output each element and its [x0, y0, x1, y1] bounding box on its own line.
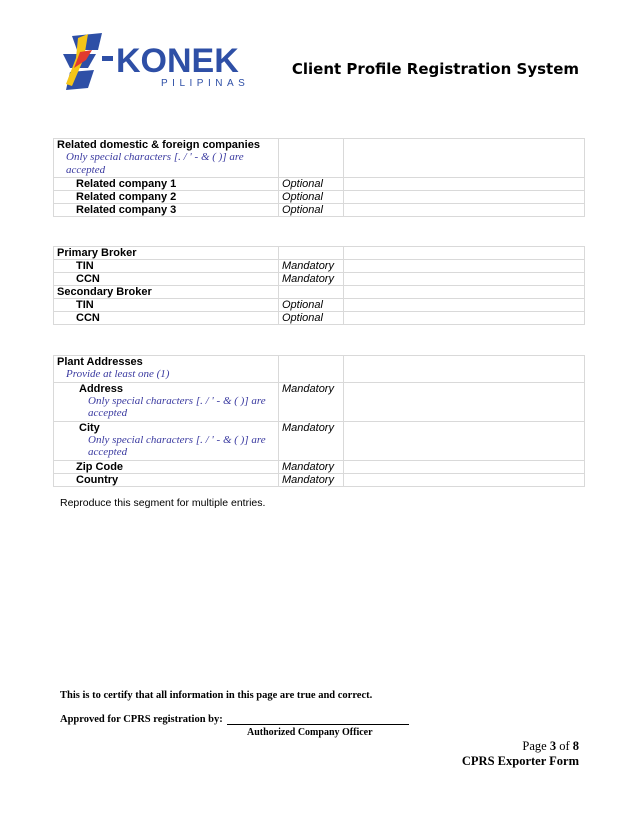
field-label: Related company 3	[54, 204, 279, 217]
field-label: CCN	[54, 312, 279, 325]
entry-cell[interactable]	[344, 299, 585, 312]
table-row	[54, 273, 585, 286]
primary-broker-heading: Primary Broker	[54, 247, 279, 260]
page-current: 3	[549, 739, 557, 753]
special-characters-note: Only special characters [. / ' - & ( )] are accepted	[88, 433, 266, 458]
brokers-table	[53, 246, 585, 325]
page-of: of	[559, 739, 570, 753]
document-title: Client Profile Registration System	[291, 60, 579, 78]
table-row	[54, 460, 585, 473]
entry-cell[interactable]	[344, 273, 585, 286]
requirement-label: Mandatory	[279, 421, 344, 460]
konek-pilipinas-logo	[58, 28, 273, 94]
table-row	[54, 382, 585, 421]
requirement-label: Optional	[279, 178, 344, 191]
entry-cell[interactable]	[344, 191, 585, 204]
field-label: TIN	[54, 299, 279, 312]
logo-wordmark: KONEK	[116, 42, 239, 80]
section-heading: Related domestic & foreign companies	[57, 139, 260, 151]
table-row	[54, 356, 585, 383]
provide-at-least-note: Provide at least one (1)	[66, 368, 170, 380]
table-row	[54, 312, 585, 325]
signature-line[interactable]	[227, 724, 409, 725]
special-characters-note: Only special characters [. / ' - & ( )] are accepted	[66, 151, 244, 176]
entry-cell[interactable]	[344, 312, 585, 325]
field-label: TIN	[54, 260, 279, 273]
table-row	[54, 139, 585, 178]
approved-by-label: Approved for CPRS registration by:	[60, 714, 223, 725]
page-total: 8	[572, 739, 579, 753]
page-number	[522, 739, 579, 754]
requirement-label: Mandatory	[279, 260, 344, 273]
table-row	[54, 421, 585, 460]
plant-addresses-table	[53, 355, 585, 487]
special-characters-note: Only special characters [. / ' - & ( )] are accepted	[88, 394, 266, 419]
field-label: Related company 1	[54, 178, 279, 191]
secondary-broker-heading: Secondary Broker	[54, 286, 279, 299]
requirement-label: Mandatory	[279, 460, 344, 473]
field-label: Address	[79, 382, 124, 395]
requirement-label: Optional	[279, 204, 344, 217]
requirement-label: Optional	[279, 191, 344, 204]
entry-cell[interactable]	[344, 460, 585, 473]
table-row	[54, 247, 585, 260]
table-row	[54, 286, 585, 299]
table-row	[54, 204, 585, 217]
field-label: City	[79, 421, 100, 434]
table-row	[54, 299, 585, 312]
reproduce-note: Reproduce this segment for multiple entries.	[60, 497, 266, 509]
section-heading: Plant Addresses	[57, 356, 143, 368]
certification-statement: This is to certify that all information in this page are true and correct.	[60, 690, 373, 701]
requirement-label: Optional	[279, 299, 344, 312]
related-companies-table	[53, 138, 585, 217]
field-label: Related company 2	[54, 191, 279, 204]
entry-cell[interactable]	[344, 178, 585, 191]
requirement-label: Mandatory	[279, 382, 344, 421]
entry-cell[interactable]	[344, 260, 585, 273]
entry-cell[interactable]	[344, 204, 585, 217]
form-name: CPRS Exporter Form	[461, 754, 579, 768]
requirement-label: Optional	[279, 312, 344, 325]
field-label: CCN	[54, 273, 279, 286]
field-label: Zip Code	[54, 460, 279, 473]
authorized-officer-label: Authorized Company Officer	[247, 727, 373, 738]
entry-cell[interactable]	[344, 382, 585, 421]
entry-cell[interactable]	[344, 473, 585, 486]
table-row	[54, 473, 585, 486]
page-prefix: Page	[522, 739, 547, 753]
entry-cell[interactable]	[344, 421, 585, 460]
table-row	[54, 260, 585, 273]
requirement-label: Mandatory	[279, 273, 344, 286]
field-label: Country	[54, 473, 279, 486]
logo-subtext: PILIPINAS	[161, 78, 250, 89]
table-row	[54, 191, 585, 204]
table-row	[54, 178, 585, 191]
requirement-label: Mandatory	[279, 473, 344, 486]
